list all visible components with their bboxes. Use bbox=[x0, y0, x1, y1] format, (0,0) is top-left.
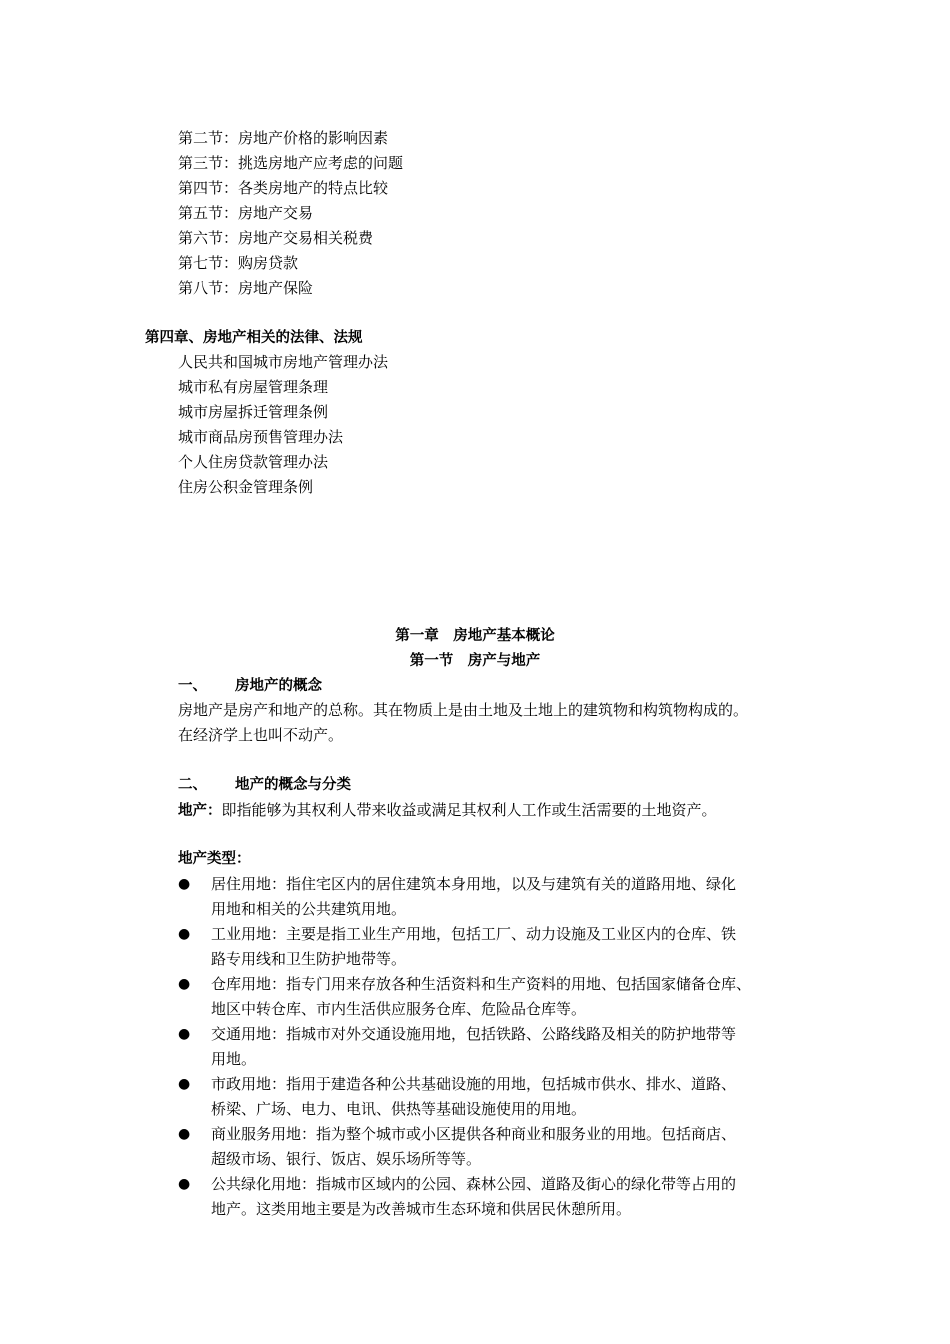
bullet-text: 路专用线和卫生防护地带等。 bbox=[211, 950, 407, 968]
bullet-icon: ● bbox=[178, 976, 191, 992]
bullet-icon: ● bbox=[178, 1076, 191, 1092]
law-item: 住房公积金管理条例 bbox=[178, 478, 314, 496]
land-types-label: 地产类型： bbox=[178, 851, 251, 867]
bullet-text: 地产。这类用地主要是为改善城市生态环境和供居民休憩所用。 bbox=[211, 1200, 632, 1218]
toc-section-5: 第五节：房地产交易 bbox=[178, 204, 314, 222]
bullet-text: 超级市场、银行、饭店、娱乐场所等等。 bbox=[211, 1150, 482, 1168]
section1-title: 第一节 房产与地产 bbox=[409, 653, 541, 669]
bullet-icon: ● bbox=[178, 876, 191, 892]
toc-section-4: 第四节：各类房地产的特点比较 bbox=[178, 179, 389, 197]
law-item: 城市私有房屋管理条理 bbox=[178, 378, 329, 396]
bullet-text: 用地。 bbox=[211, 1050, 257, 1068]
heading-number: 一、 bbox=[178, 678, 207, 694]
toc-section-8: 第八节：房地产保险 bbox=[178, 279, 314, 297]
heading-number: 二、 bbox=[178, 777, 207, 793]
heading-text: 地产的概念与分类 bbox=[235, 777, 351, 793]
bullet-text: 商业服务用地：指为整个城市或小区提供各种商业和服务业的用地。包括商店、 bbox=[211, 1125, 737, 1143]
heading-text: 房地产的概念 bbox=[235, 678, 322, 694]
bullet-text: 用地和相关的公共建筑用地。 bbox=[211, 900, 407, 918]
paragraph-line: 在经济学上也叫不动产。 bbox=[178, 726, 344, 744]
bullet-icon: ● bbox=[178, 1126, 191, 1142]
definition-line bbox=[178, 800, 717, 821]
definition-text: 即指能够为其权利人带来收益或满足其权利人工作或生活需要的土地资产。 bbox=[221, 801, 717, 819]
toc-section-6: 第六节：房地产交易相关税费 bbox=[178, 229, 374, 247]
bullet-text: 公共绿化用地：指城市区域内的公园、森林公园、道路及街心的绿化带等占用的 bbox=[211, 1175, 737, 1193]
law-item: 人民共和国城市房地产管理办法 bbox=[178, 353, 389, 371]
heading-land bbox=[178, 775, 351, 795]
paragraph-line: 房地产是房产和地产的总称。其在物质上是由土地及土地上的建筑物和构筑物构成的。 bbox=[178, 701, 749, 719]
bullet-text: 交通用地：指城市对外交通设施用地，包括铁路、公路线路及相关的防护地带等 bbox=[211, 1025, 737, 1043]
law-item: 个人住房贷款管理办法 bbox=[178, 453, 329, 471]
bullet-text: 工业用地：主要是指工业生产用地，包括工厂、动力设施及工业区内的仓库、铁 bbox=[211, 925, 737, 943]
bullet-icon: ● bbox=[178, 1176, 191, 1192]
bullet-icon: ● bbox=[178, 926, 191, 942]
law-item: 城市房屋拆迁管理条例 bbox=[178, 403, 329, 421]
chapter4-title: 第四章、房地产相关的法律、法规 bbox=[145, 330, 363, 346]
bullet-text: 居住用地：指住宅区内的居住建筑本身用地，以及与建筑有关的道路用地、绿化 bbox=[211, 875, 737, 893]
heading-concept bbox=[178, 676, 322, 696]
toc-section-7: 第七节：购房贷款 bbox=[178, 254, 299, 272]
law-item: 城市商品房预售管理办法 bbox=[178, 428, 344, 446]
definition-label: 地产： bbox=[178, 803, 222, 819]
bullet-text: 仓库用地：指专门用来存放各种生活资料和生产资料的用地、包括国家储备仓库、 bbox=[211, 975, 752, 993]
bullet-text: 桥梁、广场、电力、电讯、供热等基础设施使用的用地。 bbox=[211, 1100, 587, 1118]
toc-section-2: 第二节：房地产价格的影响因素 bbox=[178, 129, 389, 147]
bullet-icon: ● bbox=[178, 1026, 191, 1042]
chapter1-title: 第一章 房地产基本概论 bbox=[395, 628, 555, 644]
bullet-text: 地区中转仓库、市内生活供应服务仓库、危险品仓库等。 bbox=[211, 1000, 587, 1018]
bullet-text: 市政用地：指用于建造各种公共基础设施的用地，包括城市供水、排水、道路、 bbox=[211, 1075, 737, 1093]
toc-section-3: 第三节：挑选房地产应考虑的问题 bbox=[178, 154, 404, 172]
